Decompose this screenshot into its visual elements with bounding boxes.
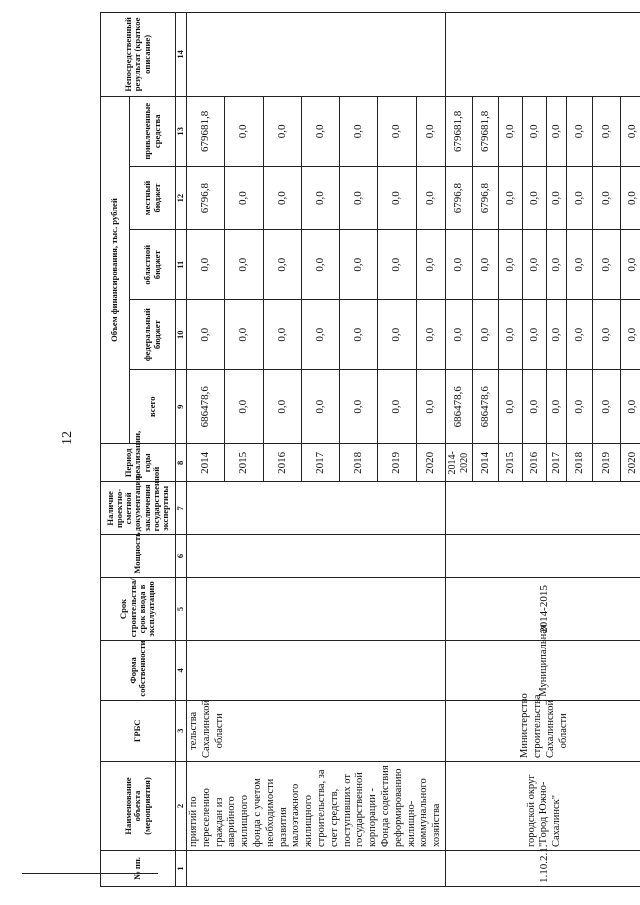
federal-cell: 0,0 <box>340 300 378 370</box>
capacity-cell <box>445 535 640 577</box>
local-cell: 0,0 <box>498 166 522 230</box>
total-cell: 0,0 <box>340 370 378 444</box>
attracted-cell: 0,0 <box>566 96 592 166</box>
object-name-cell: приятий по переселению граждан из аварийного жилищного фонда с учетом необходимости развития малоэтажного жилищного строительства, за счет средств, поступивших от государственной корпорации - Фонда содействия реформированию жилищно-коммунального хозяйства <box>187 762 446 851</box>
total-cell: 0,0 <box>498 370 522 444</box>
attracted-cell: 0,0 <box>522 96 546 166</box>
year-cell: 2019 <box>378 444 416 482</box>
local-cell: 0,0 <box>620 166 640 230</box>
col-number: 13 <box>176 96 187 166</box>
attracted-cell: 679681,8 <box>187 96 225 166</box>
col-number: 5 <box>176 577 187 641</box>
total-cell: 0,0 <box>263 370 301 444</box>
ownership-cell <box>187 641 446 700</box>
header-period: Период реализации, годы <box>101 444 176 482</box>
federal-cell: 0,0 <box>472 300 498 370</box>
federal-cell: 0,0 <box>620 300 640 370</box>
total-cell: 0,0 <box>416 370 445 444</box>
federal-cell: 0,0 <box>498 300 522 370</box>
year-cell: 2014 <box>472 444 498 482</box>
federal-cell: 0,0 <box>522 300 546 370</box>
col-number: 7 <box>176 482 187 535</box>
regional-cell: 0,0 <box>592 230 620 300</box>
attracted-cell: 0,0 <box>546 96 566 166</box>
attracted-cell: 0,0 <box>498 96 522 166</box>
table-row <box>187 13 225 887</box>
header-result: Непосредственный результат (краткое описание) <box>101 13 176 97</box>
regional-cell: 0,0 <box>498 230 522 300</box>
total-cell: 0,0 <box>566 370 592 444</box>
expertise-cell <box>445 482 640 535</box>
regional-cell: 0,0 <box>416 230 445 300</box>
local-cell: 0,0 <box>566 166 592 230</box>
federal-cell: 0,0 <box>592 300 620 370</box>
attracted-cell: 0,0 <box>340 96 378 166</box>
regional-cell: 0,0 <box>546 230 566 300</box>
regional-cell: 0,0 <box>225 230 263 300</box>
total-cell: 686478,6 <box>187 370 225 444</box>
attracted-cell: 679681,8 <box>472 96 498 166</box>
local-cell: 0,0 <box>378 166 416 230</box>
regional-cell: 0,0 <box>301 230 339 300</box>
year-cell: 2014 <box>187 444 225 482</box>
federal-cell: 0,0 <box>378 300 416 370</box>
object-name-cell: городской округ "Город Южно-Сахалинск" <box>445 762 640 851</box>
regional-cell: 0,0 <box>566 230 592 300</box>
local-cell: 0,0 <box>301 166 339 230</box>
federal-cell: 0,0 <box>301 300 339 370</box>
result-cell <box>445 13 640 97</box>
total-cell: 686478,6 <box>472 370 498 444</box>
col-number: 9 <box>176 370 187 444</box>
term-cell <box>187 577 446 641</box>
header-num: № пп. <box>101 850 176 886</box>
federal-cell: 0,0 <box>566 300 592 370</box>
header-local: местный бюджет <box>130 166 176 230</box>
financing-table <box>100 12 640 887</box>
regional-cell: 0,0 <box>522 230 546 300</box>
table-header <box>101 13 187 887</box>
year-cell: 2015 <box>225 444 263 482</box>
total-cell: 0,0 <box>301 370 339 444</box>
column-number-row <box>176 13 187 887</box>
local-cell: 0,0 <box>416 166 445 230</box>
year-cell: 2014-2020 <box>445 444 472 482</box>
header-expertise: Наличие проектно-сметной документации, заключения государственной экспертизы <box>101 482 176 535</box>
col-number: 10 <box>176 300 187 370</box>
header-total: всего <box>130 370 176 444</box>
attracted-cell: 0,0 <box>378 96 416 166</box>
col-number: 3 <box>176 700 187 761</box>
col-number: 11 <box>176 230 187 300</box>
local-cell: 0,0 <box>263 166 301 230</box>
year-cell: 2015 <box>498 444 522 482</box>
attracted-cell: 679681,8 <box>445 96 472 166</box>
col-number: 8 <box>176 444 187 482</box>
local-cell: 6796,8 <box>445 166 472 230</box>
year-cell: 2017 <box>301 444 339 482</box>
header-federal: федеральный бюджет <box>130 300 176 370</box>
total-cell: 686478,6 <box>445 370 472 444</box>
header-grbs: ГРБС <box>101 700 176 761</box>
local-cell: 0,0 <box>522 166 546 230</box>
local-cell: 0,0 <box>546 166 566 230</box>
grbs-cell: Министерство строительства Сахалинской области <box>445 700 640 761</box>
page-number: 12 <box>60 431 75 445</box>
col-number: 4 <box>176 641 187 700</box>
regional-cell: 0,0 <box>187 230 225 300</box>
year-cell: 2016 <box>263 444 301 482</box>
header-regional: областной бюджет <box>130 230 176 300</box>
attracted-cell: 0,0 <box>225 96 263 166</box>
header-capacity: Мощность <box>101 535 176 577</box>
total-cell: 0,0 <box>225 370 263 444</box>
term-cell: 2014-2015 <box>445 577 640 641</box>
header-term: Срок строительства/срок ввода в эксплуатацию <box>101 577 176 641</box>
year-cell: 2018 <box>566 444 592 482</box>
year-cell: 2018 <box>340 444 378 482</box>
attracted-cell: 0,0 <box>416 96 445 166</box>
federal-cell: 0,0 <box>263 300 301 370</box>
local-cell: 0,0 <box>225 166 263 230</box>
ownership-cell: Муниципальная <box>445 641 640 700</box>
total-cell: 0,0 <box>546 370 566 444</box>
capacity-cell <box>187 535 446 577</box>
year-cell: 2020 <box>416 444 445 482</box>
regional-cell: 0,0 <box>445 230 472 300</box>
header-funding-group: Объем финансирования, тыс. рублей <box>101 96 130 443</box>
num-cell: 1.10.2.1. <box>445 850 640 886</box>
local-cell: 0,0 <box>592 166 620 230</box>
total-cell: 0,0 <box>592 370 620 444</box>
local-cell: 0,0 <box>340 166 378 230</box>
col-number: 1 <box>176 850 187 886</box>
federal-cell: 0,0 <box>225 300 263 370</box>
regional-cell: 0,0 <box>620 230 640 300</box>
header-ownership: Форма собственности <box>101 641 176 700</box>
year-cell: 2019 <box>592 444 620 482</box>
header-attracted: привлеченные средства <box>130 96 176 166</box>
footnote-divider <box>22 873 158 874</box>
federal-cell: 0,0 <box>187 300 225 370</box>
table-row <box>445 13 472 887</box>
local-cell: 6796,8 <box>187 166 225 230</box>
regional-cell: 0,0 <box>378 230 416 300</box>
attracted-cell: 0,0 <box>620 96 640 166</box>
num-cell <box>187 850 446 886</box>
header-name: Наименование объекта (мероприятия) <box>101 762 176 851</box>
attracted-cell: 0,0 <box>592 96 620 166</box>
attracted-cell: 0,0 <box>263 96 301 166</box>
result-cell <box>187 13 446 97</box>
col-number: 12 <box>176 166 187 230</box>
year-cell: 2016 <box>522 444 546 482</box>
year-cell: 2017 <box>546 444 566 482</box>
regional-cell: 0,0 <box>472 230 498 300</box>
grbs-cell: тельства Сахалинской области <box>187 700 446 761</box>
rotated-table-wrapper <box>100 12 638 887</box>
local-cell: 6796,8 <box>472 166 498 230</box>
total-cell: 0,0 <box>522 370 546 444</box>
attracted-cell: 0,0 <box>301 96 339 166</box>
federal-cell: 0,0 <box>416 300 445 370</box>
col-number: 14 <box>176 13 187 97</box>
total-cell: 0,0 <box>378 370 416 444</box>
col-number: 6 <box>176 535 187 577</box>
col-number: 2 <box>176 762 187 851</box>
federal-cell: 0,0 <box>546 300 566 370</box>
expertise-cell <box>187 482 446 535</box>
regional-cell: 0,0 <box>263 230 301 300</box>
regional-cell: 0,0 <box>340 230 378 300</box>
total-cell: 0,0 <box>620 370 640 444</box>
year-cell: 2020 <box>620 444 640 482</box>
federal-cell: 0,0 <box>445 300 472 370</box>
